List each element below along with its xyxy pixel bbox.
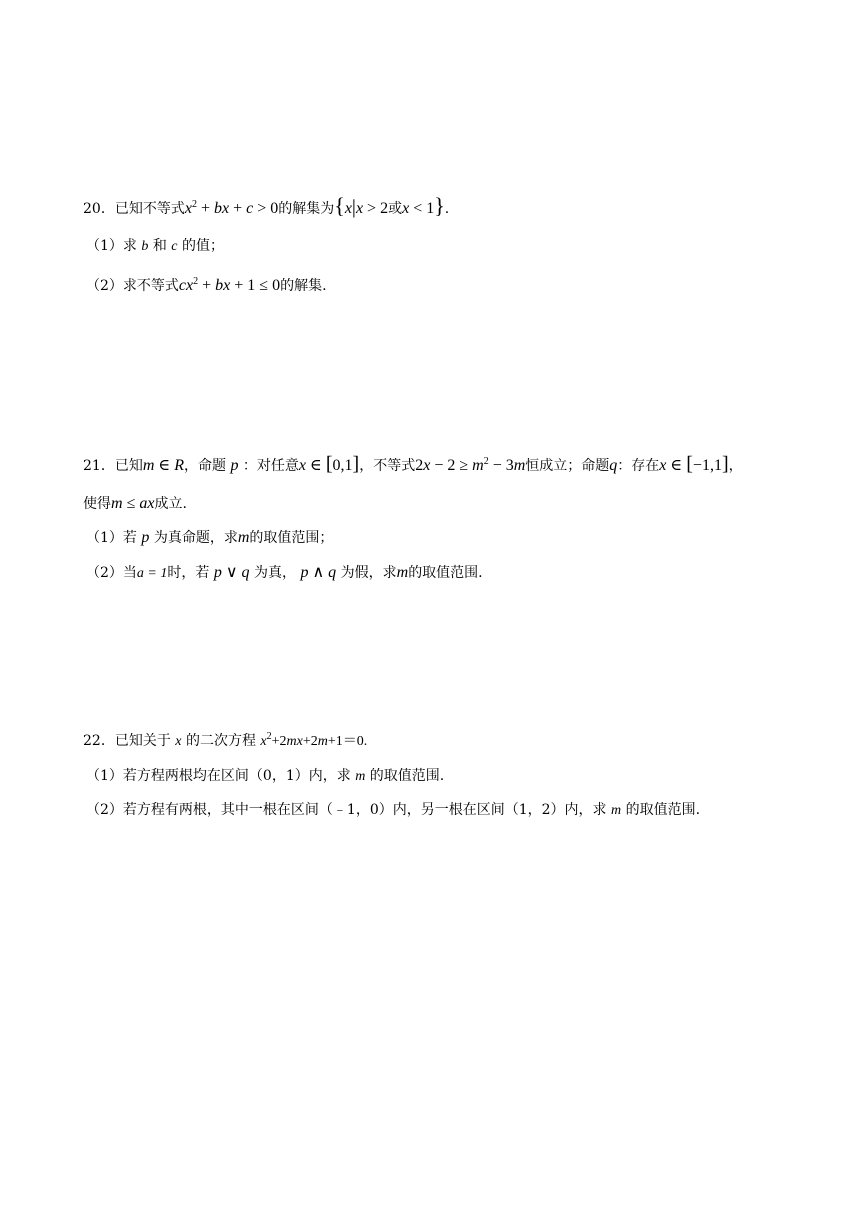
q20-stem — [83, 193, 450, 219]
q21-tail: ， — [728, 458, 743, 474]
q20-or: 或 — [388, 201, 403, 217]
q20-part2-prefix: （2）求不等式 — [86, 278, 179, 294]
q22-mid: 的二次方程 — [185, 733, 256, 749]
q21-part1-m: m — [237, 529, 250, 546]
q21-part2 — [86, 563, 483, 584]
q20-part1-and: 和 — [152, 238, 167, 254]
q21-line2-suffix: 成立. — [154, 496, 187, 512]
q21-stem-line2 — [83, 494, 187, 514]
q20-part1-prefix: （1）求 — [86, 238, 137, 254]
q21-part1-p: p — [141, 529, 150, 546]
q20-mid: 的解集为 — [278, 201, 335, 217]
q20-solution-set: {x|x > 2 — [334, 193, 389, 218]
q21-stem-line1 — [83, 454, 743, 476]
q21-part1 — [86, 528, 333, 548]
q22-number: 22． — [83, 733, 115, 749]
q22-part1-suffix: 的取值范围. — [369, 768, 445, 784]
q21-line2-inequality: m ≤ ax — [111, 495, 155, 512]
q21-always: 恒成立；命题 — [525, 458, 610, 474]
q20-part1 — [86, 236, 224, 257]
q20-number: 20． — [83, 201, 115, 217]
q21-x-interval: x ∈ [0,1] — [298, 453, 360, 475]
q21-part1-prefix: （1）若 — [86, 530, 137, 546]
q21-part2-p-and-q: p ∧ q — [300, 564, 337, 581]
q21-part2-p-or-q: p ∨ q — [213, 564, 250, 581]
q20-part2 — [86, 276, 327, 296]
q22-part2-suffix: 的取值范围. — [625, 802, 701, 818]
q21-known: 已知 — [114, 458, 143, 474]
q20-solution-set-end: x < 1} — [402, 193, 445, 218]
q20-part2-inequality: $cx^2$ + bx + 1 ≤ 0 — [178, 276, 281, 294]
q20-part1-suffix: 的值； — [181, 238, 224, 254]
q22-part1 — [86, 766, 444, 787]
q22-part1-prefix: （1）若方程两根均在区间（0，1）内，求 — [86, 768, 351, 784]
q21-prop-p-label: ，命题 — [184, 458, 227, 474]
q21-part2-true: 为真， — [254, 565, 296, 581]
q22-part2-m: m — [611, 803, 622, 818]
q21-ineq-label: ，不等式 — [359, 458, 416, 474]
q22-stem — [83, 731, 367, 752]
q22-equation: $x^2+2mx+2m+1=0$. — [260, 731, 368, 749]
q21-part2-when: 时，若 — [167, 565, 210, 581]
q21-q: q — [609, 457, 618, 474]
q21-part2-a-eq: a = 1 — [136, 566, 168, 581]
q21-part1-mid: 为真命题，求 — [153, 530, 238, 546]
q20-part2-suffix: 的解集. — [280, 278, 327, 294]
q20-intro: 已知不等式 — [114, 201, 185, 217]
q21-number: 21． — [83, 458, 115, 474]
q22-part2-prefix: （2）若方程有两根，其中一根在区间（﹣1，0）内，另一根在区间（1，2）内，求 — [86, 802, 607, 818]
q21-any: ：对任意 — [242, 458, 299, 474]
q21-part2-prefix: （2）当 — [86, 565, 137, 581]
q22-x: x — [175, 734, 182, 749]
q21-line2-prefix: 使得 — [83, 496, 111, 512]
q22-prefix: 已知关于 — [114, 733, 171, 749]
q21-part2-suffix: 的取值范围. — [408, 565, 483, 581]
q21-part2-false: 为假，求 — [340, 565, 397, 581]
q21-inequality: $2x - 2 \ge m^2 - 3m$ — [415, 456, 526, 474]
q20-part1-var-c: c — [171, 239, 178, 254]
q21-part2-m: m — [396, 564, 409, 581]
q22-part1-m: m — [355, 769, 366, 784]
q21-exists: ：存在 — [617, 458, 660, 474]
q21-p: p — [230, 457, 239, 474]
q20-inequality: $x^2$ + bx + c > 0 — [184, 199, 279, 217]
q20-end: . — [444, 201, 450, 217]
q21-part1-suffix: 的取值范围； — [249, 530, 334, 546]
q21-x-interval-2: x ∈ [−1,1] — [659, 453, 729, 475]
q22-part2 — [86, 800, 700, 821]
q20-part1-var-b: b — [141, 239, 149, 254]
q21-m-in-R: m ∈ R — [142, 457, 185, 474]
